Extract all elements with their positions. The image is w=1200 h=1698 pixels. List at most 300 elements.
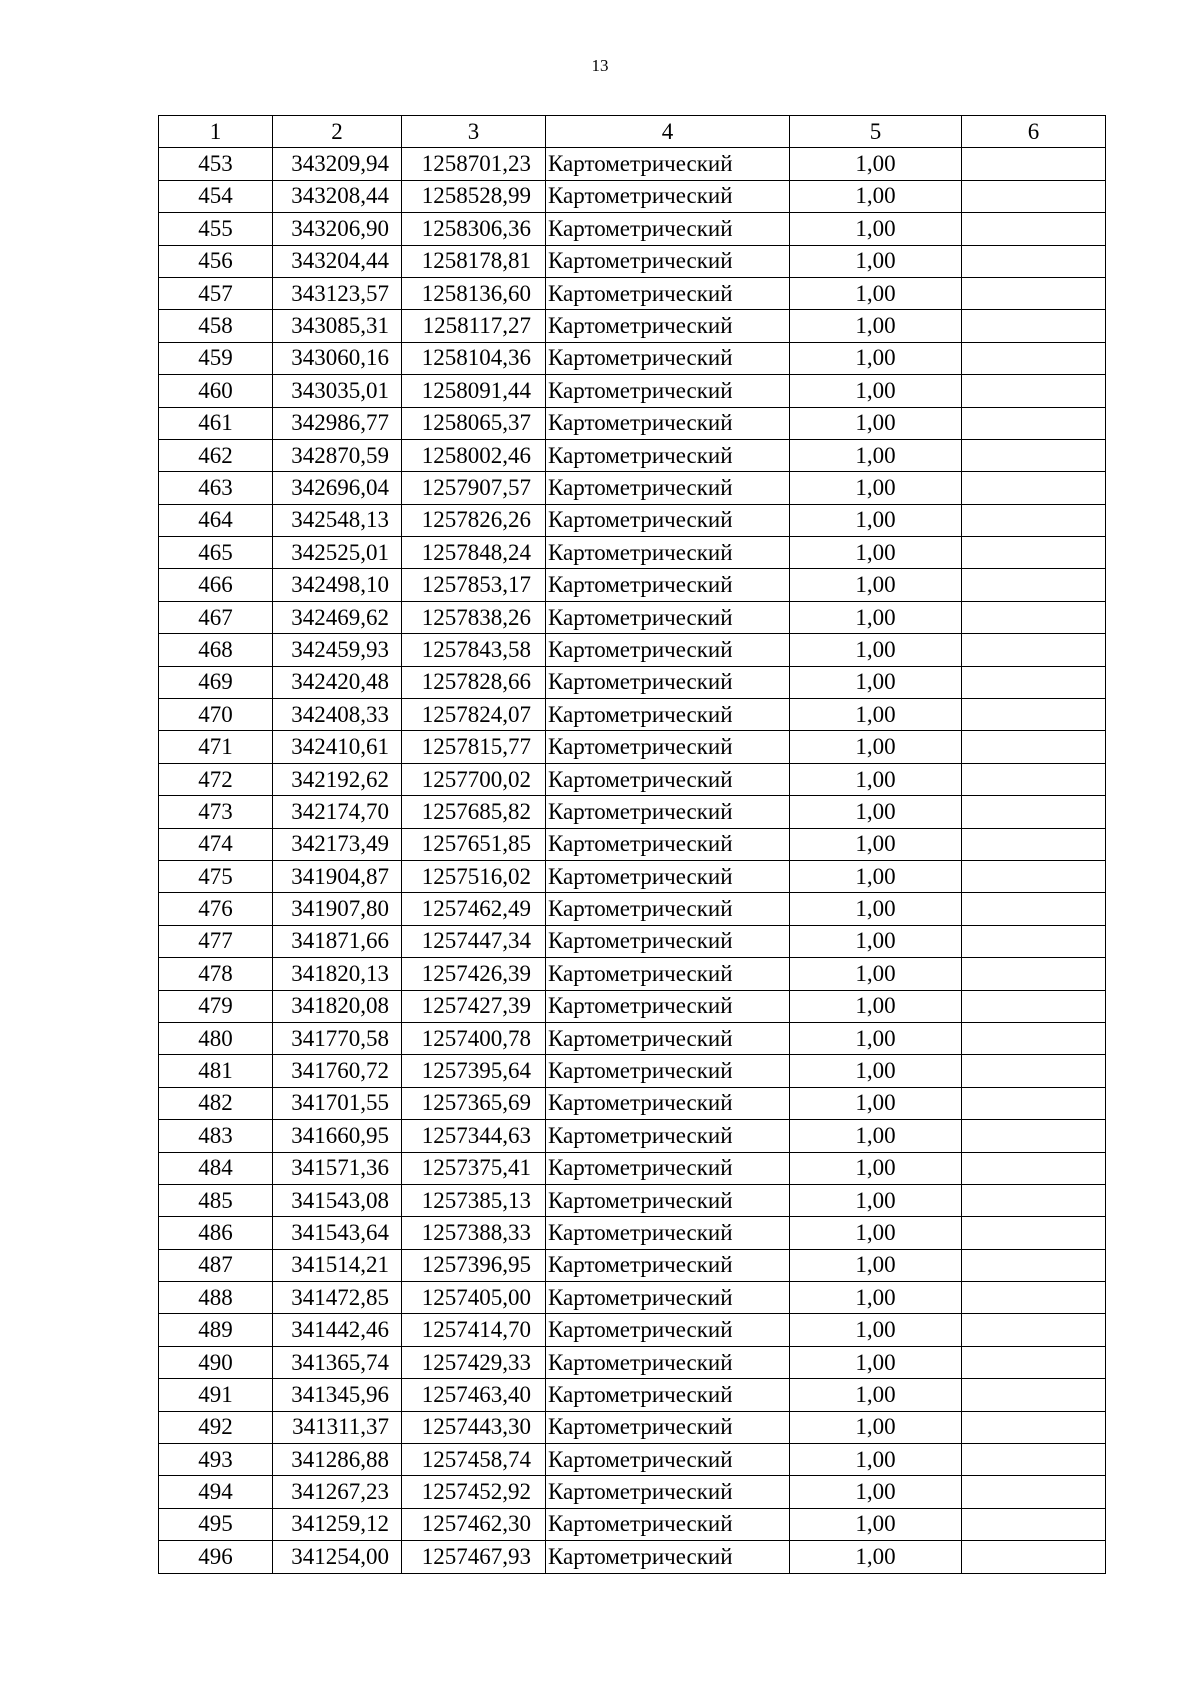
- x-coordinate-cell: 1257405,00: [402, 1282, 546, 1314]
- y-coordinate-cell: 343085,31: [273, 310, 402, 342]
- point-number-cell: 468: [159, 634, 273, 666]
- note-cell: [962, 1217, 1106, 1249]
- y-coordinate-cell: 342525,01: [273, 537, 402, 569]
- table-row: [159, 342, 1106, 374]
- method-cell: Картометрический: [546, 245, 790, 277]
- accuracy-cell: 1,00: [790, 245, 962, 277]
- note-cell: [962, 180, 1106, 212]
- accuracy-cell: 1,00: [790, 1184, 962, 1216]
- table-row: [159, 407, 1106, 439]
- accuracy-cell: 1,00: [790, 569, 962, 601]
- point-number-cell: 489: [159, 1314, 273, 1346]
- header-col-2: 2: [273, 116, 402, 148]
- note-cell: [962, 828, 1106, 860]
- method-cell: Картометрический: [546, 1249, 790, 1281]
- table-row: [159, 569, 1106, 601]
- method-cell: Картометрический: [546, 1282, 790, 1314]
- method-cell: Картометрический: [546, 1022, 790, 1054]
- method-cell: Картометрический: [546, 1087, 790, 1119]
- accuracy-cell: 1,00: [790, 375, 962, 407]
- point-number-cell: 495: [159, 1508, 273, 1540]
- y-coordinate-cell: 341871,66: [273, 925, 402, 957]
- point-number-cell: 463: [159, 472, 273, 504]
- point-number-cell: 469: [159, 666, 273, 698]
- point-number-cell: 474: [159, 828, 273, 860]
- accuracy-cell: 1,00: [790, 180, 962, 212]
- header-col-3: 3: [402, 116, 546, 148]
- note-cell: [962, 213, 1106, 245]
- note-cell: [962, 1022, 1106, 1054]
- note-cell: [962, 1346, 1106, 1378]
- note-cell: [962, 342, 1106, 374]
- note-cell: [962, 407, 1106, 439]
- point-number-cell: 487: [159, 1249, 273, 1281]
- y-coordinate-cell: 341365,74: [273, 1346, 402, 1378]
- table-row: [159, 1184, 1106, 1216]
- method-cell: Картометрический: [546, 1152, 790, 1184]
- method-cell: Картометрический: [546, 893, 790, 925]
- point-number-cell: 492: [159, 1411, 273, 1443]
- note-cell: [962, 1476, 1106, 1508]
- point-number-cell: 481: [159, 1055, 273, 1087]
- x-coordinate-cell: 1257848,24: [402, 537, 546, 569]
- accuracy-cell: 1,00: [790, 1314, 962, 1346]
- method-cell: Картометрический: [546, 375, 790, 407]
- table-row: [159, 731, 1106, 763]
- accuracy-cell: 1,00: [790, 763, 962, 795]
- point-number-cell: 460: [159, 375, 273, 407]
- point-number-cell: 458: [159, 310, 273, 342]
- method-cell: Картометрический: [546, 1314, 790, 1346]
- x-coordinate-cell: 1257414,70: [402, 1314, 546, 1346]
- accuracy-cell: 1,00: [790, 1217, 962, 1249]
- table-header-row: [159, 116, 1106, 148]
- method-cell: Картометрический: [546, 860, 790, 892]
- method-cell: Картометрический: [546, 796, 790, 828]
- y-coordinate-cell: 341907,80: [273, 893, 402, 925]
- method-cell: Картометрический: [546, 504, 790, 536]
- point-number-cell: 494: [159, 1476, 273, 1508]
- x-coordinate-cell: 1257344,63: [402, 1120, 546, 1152]
- accuracy-cell: 1,00: [790, 958, 962, 990]
- accuracy-cell: 1,00: [790, 1055, 962, 1087]
- method-cell: Картометрический: [546, 763, 790, 795]
- x-coordinate-cell: 1258136,60: [402, 277, 546, 309]
- table-row: [159, 1152, 1106, 1184]
- point-number-cell: 453: [159, 148, 273, 180]
- x-coordinate-cell: 1258002,46: [402, 439, 546, 471]
- point-number-cell: 484: [159, 1152, 273, 1184]
- point-number-cell: 467: [159, 601, 273, 633]
- point-number-cell: 462: [159, 439, 273, 471]
- y-coordinate-cell: 342870,59: [273, 439, 402, 471]
- y-coordinate-cell: 341442,46: [273, 1314, 402, 1346]
- accuracy-cell: 1,00: [790, 634, 962, 666]
- x-coordinate-cell: 1257828,66: [402, 666, 546, 698]
- table-row: [159, 958, 1106, 990]
- x-coordinate-cell: 1257467,93: [402, 1541, 546, 1573]
- method-cell: Картометрический: [546, 180, 790, 212]
- accuracy-cell: 1,00: [790, 277, 962, 309]
- note-cell: [962, 439, 1106, 471]
- accuracy-cell: 1,00: [790, 990, 962, 1022]
- accuracy-cell: 1,00: [790, 439, 962, 471]
- point-number-cell: 455: [159, 213, 273, 245]
- table-row: [159, 601, 1106, 633]
- x-coordinate-cell: 1257815,77: [402, 731, 546, 763]
- point-number-cell: 478: [159, 958, 273, 990]
- x-coordinate-cell: 1257462,49: [402, 893, 546, 925]
- note-cell: [962, 925, 1106, 957]
- table-row: [159, 1346, 1106, 1378]
- accuracy-cell: 1,00: [790, 504, 962, 536]
- point-number-cell: 486: [159, 1217, 273, 1249]
- accuracy-cell: 1,00: [790, 472, 962, 504]
- method-cell: Картометрический: [546, 1508, 790, 1540]
- accuracy-cell: 1,00: [790, 148, 962, 180]
- point-number-cell: 491: [159, 1379, 273, 1411]
- note-cell: [962, 666, 1106, 698]
- method-cell: Картометрический: [546, 1217, 790, 1249]
- point-number-cell: 465: [159, 537, 273, 569]
- y-coordinate-cell: 342498,10: [273, 569, 402, 601]
- method-cell: Картометрический: [546, 666, 790, 698]
- table-row: [159, 537, 1106, 569]
- note-cell: [962, 1249, 1106, 1281]
- accuracy-cell: 1,00: [790, 860, 962, 892]
- x-coordinate-cell: 1257427,39: [402, 990, 546, 1022]
- y-coordinate-cell: 341820,08: [273, 990, 402, 1022]
- note-cell: [962, 1055, 1106, 1087]
- point-number-cell: 488: [159, 1282, 273, 1314]
- y-coordinate-cell: 341543,64: [273, 1217, 402, 1249]
- table-row: [159, 763, 1106, 795]
- y-coordinate-cell: 341904,87: [273, 860, 402, 892]
- header-col-5: 5: [790, 116, 962, 148]
- method-cell: Картометрический: [546, 1444, 790, 1476]
- method-cell: Картометрический: [546, 407, 790, 439]
- y-coordinate-cell: 342420,48: [273, 666, 402, 698]
- x-coordinate-cell: 1258701,23: [402, 148, 546, 180]
- table-row: [159, 1217, 1106, 1249]
- table-row: [159, 1249, 1106, 1281]
- y-coordinate-cell: 343035,01: [273, 375, 402, 407]
- x-coordinate-cell: 1257458,74: [402, 1444, 546, 1476]
- y-coordinate-cell: 341820,13: [273, 958, 402, 990]
- x-coordinate-cell: 1257700,02: [402, 763, 546, 795]
- accuracy-cell: 1,00: [790, 1282, 962, 1314]
- y-coordinate-cell: 342174,70: [273, 796, 402, 828]
- x-coordinate-cell: 1257375,41: [402, 1152, 546, 1184]
- table-row: [159, 439, 1106, 471]
- page-number: 13: [591, 56, 609, 75]
- note-cell: [962, 1411, 1106, 1443]
- method-cell: Картометрический: [546, 1379, 790, 1411]
- x-coordinate-cell: 1257365,69: [402, 1087, 546, 1119]
- accuracy-cell: 1,00: [790, 310, 962, 342]
- x-coordinate-cell: 1257429,33: [402, 1346, 546, 1378]
- method-cell: Картометрический: [546, 277, 790, 309]
- accuracy-cell: 1,00: [790, 1120, 962, 1152]
- point-number-cell: 472: [159, 763, 273, 795]
- table-row: [159, 666, 1106, 698]
- accuracy-cell: 1,00: [790, 407, 962, 439]
- y-coordinate-cell: 341760,72: [273, 1055, 402, 1087]
- x-coordinate-cell: 1257395,64: [402, 1055, 546, 1087]
- method-cell: Картометрический: [546, 634, 790, 666]
- point-number-cell: 475: [159, 860, 273, 892]
- table-row: [159, 1120, 1106, 1152]
- table-row: [159, 504, 1106, 536]
- accuracy-cell: 1,00: [790, 1444, 962, 1476]
- table-row: [159, 472, 1106, 504]
- note-cell: [962, 1087, 1106, 1119]
- point-number-cell: 457: [159, 277, 273, 309]
- note-cell: [962, 796, 1106, 828]
- accuracy-cell: 1,00: [790, 1508, 962, 1540]
- y-coordinate-cell: 341286,88: [273, 1444, 402, 1476]
- x-coordinate-cell: 1258065,37: [402, 407, 546, 439]
- y-coordinate-cell: 341660,95: [273, 1120, 402, 1152]
- note-cell: [962, 1282, 1106, 1314]
- accuracy-cell: 1,00: [790, 925, 962, 957]
- y-coordinate-cell: 341311,37: [273, 1411, 402, 1443]
- note-cell: [962, 860, 1106, 892]
- y-coordinate-cell: 342410,61: [273, 731, 402, 763]
- y-coordinate-cell: 341514,21: [273, 1249, 402, 1281]
- point-number-cell: 464: [159, 504, 273, 536]
- note-cell: [962, 601, 1106, 633]
- table-row: [159, 1476, 1106, 1508]
- x-coordinate-cell: 1257685,82: [402, 796, 546, 828]
- y-coordinate-cell: 343206,90: [273, 213, 402, 245]
- table-row: [159, 1314, 1106, 1346]
- y-coordinate-cell: 342192,62: [273, 763, 402, 795]
- note-cell: [962, 1152, 1106, 1184]
- note-cell: [962, 569, 1106, 601]
- method-cell: Картометрический: [546, 1055, 790, 1087]
- accuracy-cell: 1,00: [790, 1087, 962, 1119]
- accuracy-cell: 1,00: [790, 1541, 962, 1573]
- method-cell: Картометрический: [546, 1411, 790, 1443]
- note-cell: [962, 1120, 1106, 1152]
- method-cell: Картометрический: [546, 439, 790, 471]
- x-coordinate-cell: 1257426,39: [402, 958, 546, 990]
- table-row: [159, 277, 1106, 309]
- point-number-cell: 476: [159, 893, 273, 925]
- point-number-cell: 470: [159, 699, 273, 731]
- accuracy-cell: 1,00: [790, 213, 962, 245]
- y-coordinate-cell: 342459,93: [273, 634, 402, 666]
- y-coordinate-cell: 342548,13: [273, 504, 402, 536]
- table-row: [159, 1282, 1106, 1314]
- note-cell: [962, 375, 1106, 407]
- y-coordinate-cell: 341267,23: [273, 1476, 402, 1508]
- header-col-6: 6: [962, 116, 1106, 148]
- table-row: [159, 1087, 1106, 1119]
- note-cell: [962, 1184, 1106, 1216]
- method-cell: Картометрический: [546, 537, 790, 569]
- method-cell: Картометрический: [546, 310, 790, 342]
- point-number-cell: 482: [159, 1087, 273, 1119]
- table-body: [159, 148, 1106, 1573]
- note-cell: [962, 537, 1106, 569]
- point-number-cell: 461: [159, 407, 273, 439]
- note-cell: [962, 990, 1106, 1022]
- note-cell: [962, 1379, 1106, 1411]
- accuracy-cell: 1,00: [790, 1022, 962, 1054]
- x-coordinate-cell: 1257462,30: [402, 1508, 546, 1540]
- accuracy-cell: 1,00: [790, 342, 962, 374]
- y-coordinate-cell: 342986,77: [273, 407, 402, 439]
- point-number-cell: 466: [159, 569, 273, 601]
- method-cell: Картометрический: [546, 569, 790, 601]
- table-row: [159, 828, 1106, 860]
- point-number-cell: 493: [159, 1444, 273, 1476]
- point-number-cell: 480: [159, 1022, 273, 1054]
- x-coordinate-cell: 1257838,26: [402, 601, 546, 633]
- x-coordinate-cell: 1257447,34: [402, 925, 546, 957]
- y-coordinate-cell: 342696,04: [273, 472, 402, 504]
- accuracy-cell: 1,00: [790, 1152, 962, 1184]
- table-row: [159, 1379, 1106, 1411]
- header-col-1: 1: [159, 116, 273, 148]
- point-number-cell: 496: [159, 1541, 273, 1573]
- y-coordinate-cell: 341345,96: [273, 1379, 402, 1411]
- x-coordinate-cell: 1257385,13: [402, 1184, 546, 1216]
- y-coordinate-cell: 341571,36: [273, 1152, 402, 1184]
- header-col-4: 4: [546, 116, 790, 148]
- note-cell: [962, 504, 1106, 536]
- y-coordinate-cell: 343123,57: [273, 277, 402, 309]
- table-row: [159, 213, 1106, 245]
- coordinates-table: [158, 115, 1106, 1574]
- method-cell: Картометрический: [546, 1346, 790, 1378]
- point-number-cell: 456: [159, 245, 273, 277]
- y-coordinate-cell: 343204,44: [273, 245, 402, 277]
- x-coordinate-cell: 1258178,81: [402, 245, 546, 277]
- note-cell: [962, 958, 1106, 990]
- method-cell: Картометрический: [546, 342, 790, 374]
- note-cell: [962, 893, 1106, 925]
- x-coordinate-cell: 1257824,07: [402, 699, 546, 731]
- y-coordinate-cell: 342469,62: [273, 601, 402, 633]
- y-coordinate-cell: 341472,85: [273, 1282, 402, 1314]
- table-row: [159, 148, 1106, 180]
- method-cell: Картометрический: [546, 699, 790, 731]
- method-cell: Картометрический: [546, 925, 790, 957]
- point-number-cell: 483: [159, 1120, 273, 1152]
- point-number-cell: 471: [159, 731, 273, 763]
- y-coordinate-cell: 341543,08: [273, 1184, 402, 1216]
- table-row: [159, 1541, 1106, 1573]
- y-coordinate-cell: 341701,55: [273, 1087, 402, 1119]
- method-cell: Картометрический: [546, 1541, 790, 1573]
- y-coordinate-cell: 342408,33: [273, 699, 402, 731]
- y-coordinate-cell: 343060,16: [273, 342, 402, 374]
- note-cell: [962, 1444, 1106, 1476]
- y-coordinate-cell: 342173,49: [273, 828, 402, 860]
- method-cell: Картометрический: [546, 1476, 790, 1508]
- accuracy-cell: 1,00: [790, 893, 962, 925]
- x-coordinate-cell: 1257443,30: [402, 1411, 546, 1443]
- y-coordinate-cell: 343208,44: [273, 180, 402, 212]
- table-row: [159, 796, 1106, 828]
- note-cell: [962, 1314, 1106, 1346]
- note-cell: [962, 148, 1106, 180]
- accuracy-cell: 1,00: [790, 1346, 962, 1378]
- point-number-cell: 459: [159, 342, 273, 374]
- method-cell: Картометрический: [546, 1184, 790, 1216]
- table-row: [159, 860, 1106, 892]
- x-coordinate-cell: 1257463,40: [402, 1379, 546, 1411]
- point-number-cell: 479: [159, 990, 273, 1022]
- method-cell: Картометрический: [546, 601, 790, 633]
- note-cell: [962, 472, 1106, 504]
- note-cell: [962, 245, 1106, 277]
- point-number-cell: 490: [159, 1346, 273, 1378]
- x-coordinate-cell: 1257853,17: [402, 569, 546, 601]
- x-coordinate-cell: 1257907,57: [402, 472, 546, 504]
- x-coordinate-cell: 1257452,92: [402, 1476, 546, 1508]
- table-row: [159, 1022, 1106, 1054]
- point-number-cell: 454: [159, 180, 273, 212]
- method-cell: Картометрический: [546, 472, 790, 504]
- note-cell: [962, 634, 1106, 666]
- x-coordinate-cell: 1258528,99: [402, 180, 546, 212]
- table-row: [159, 1411, 1106, 1443]
- note-cell: [962, 277, 1106, 309]
- table-row: [159, 1055, 1106, 1087]
- accuracy-cell: 1,00: [790, 1249, 962, 1281]
- accuracy-cell: 1,00: [790, 699, 962, 731]
- x-coordinate-cell: 1257651,85: [402, 828, 546, 860]
- note-cell: [962, 731, 1106, 763]
- x-coordinate-cell: 1257400,78: [402, 1022, 546, 1054]
- note-cell: [962, 699, 1106, 731]
- table-row: [159, 1508, 1106, 1540]
- accuracy-cell: 1,00: [790, 731, 962, 763]
- table-row: [159, 310, 1106, 342]
- y-coordinate-cell: 341254,00: [273, 1541, 402, 1573]
- note-cell: [962, 1541, 1106, 1573]
- table-row: [159, 699, 1106, 731]
- table-row: [159, 1444, 1106, 1476]
- point-number-cell: 485: [159, 1184, 273, 1216]
- table-row: [159, 634, 1106, 666]
- accuracy-cell: 1,00: [790, 666, 962, 698]
- x-coordinate-cell: 1257396,95: [402, 1249, 546, 1281]
- method-cell: Картометрический: [546, 990, 790, 1022]
- table-row: [159, 245, 1106, 277]
- point-number-cell: 477: [159, 925, 273, 957]
- x-coordinate-cell: 1258104,36: [402, 342, 546, 374]
- x-coordinate-cell: 1258091,44: [402, 375, 546, 407]
- x-coordinate-cell: 1258306,36: [402, 213, 546, 245]
- x-coordinate-cell: 1257388,33: [402, 1217, 546, 1249]
- y-coordinate-cell: 341770,58: [273, 1022, 402, 1054]
- accuracy-cell: 1,00: [790, 796, 962, 828]
- note-cell: [962, 1508, 1106, 1540]
- accuracy-cell: 1,00: [790, 537, 962, 569]
- table-row: [159, 925, 1106, 957]
- table-row: [159, 180, 1106, 212]
- table-row: [159, 375, 1106, 407]
- table-row: [159, 990, 1106, 1022]
- method-cell: Картометрический: [546, 1120, 790, 1152]
- point-number-cell: 473: [159, 796, 273, 828]
- method-cell: Картометрический: [546, 828, 790, 860]
